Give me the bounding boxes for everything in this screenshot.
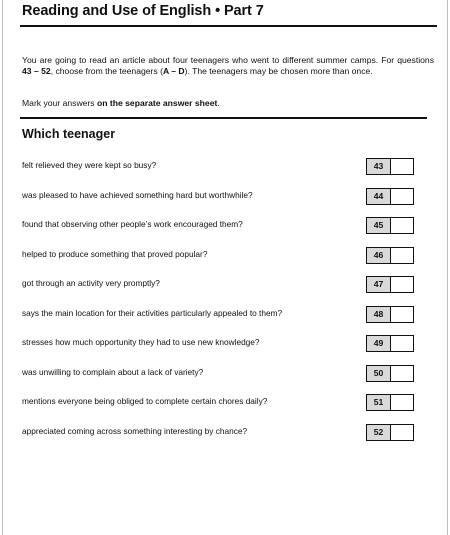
question-text: mentions everyone being obliged to complete certain chores daily? [22, 396, 268, 406]
question-number: 45 [367, 218, 391, 233]
question-text: got through an activity very promptly? [22, 278, 160, 288]
answer-field[interactable] [391, 159, 413, 174]
instructions-text-3: ). The teenagers may be chosen more than once. [184, 66, 373, 76]
answer-field[interactable] [391, 189, 413, 204]
exam-page [2, 0, 448, 535]
answer-field[interactable] [391, 218, 413, 233]
answer-field[interactable] [391, 307, 413, 322]
answer-sheet-prefix: Mark your answers [22, 98, 97, 108]
question-range: 43 – 52 [22, 66, 51, 76]
question-number: 51 [367, 395, 391, 410]
question-text: stresses how much opportunity they had to use new knowledge? [22, 337, 260, 347]
question-row [3, 394, 449, 414]
answer-box [366, 276, 414, 293]
instructions [22, 55, 434, 77]
title-divider [20, 25, 437, 27]
page-title: Reading and Use of English • Part 7 [22, 3, 264, 19]
question-row [3, 306, 449, 326]
question-row [3, 158, 449, 178]
teacher-letters: A – D [162, 66, 185, 76]
answer-field[interactable] [391, 277, 413, 292]
answer-box [366, 247, 414, 264]
answer-box [366, 365, 414, 382]
answer-box [366, 188, 414, 205]
question-number: 43 [367, 159, 391, 174]
answer-field[interactable] [391, 395, 413, 410]
answer-box [366, 335, 414, 352]
question-number: 52 [367, 425, 391, 440]
answer-box [366, 217, 414, 234]
question-text: helped to produce something that proved popular? [22, 249, 208, 259]
answer-field[interactable] [391, 366, 413, 381]
question-text: says the main location for their activities particularly appealed to them? [22, 308, 283, 318]
answer-box [366, 306, 414, 323]
question-text: appreciated coming across something interesting by chance? [22, 426, 248, 436]
question-row [3, 247, 449, 267]
instructions-text-1: You are going to read an article about four teenagers who went to different summer camps. For questions [22, 55, 434, 65]
question-number: 49 [367, 336, 391, 351]
question-row [3, 276, 449, 296]
question-number: 50 [367, 366, 391, 381]
answer-box [366, 394, 414, 411]
question-number: 46 [367, 248, 391, 263]
answer-field[interactable] [391, 425, 413, 440]
question-number: 48 [367, 307, 391, 322]
answer-box [366, 424, 414, 441]
answer-box [366, 158, 414, 175]
answer-sheet-note [22, 98, 220, 108]
question-row [3, 424, 449, 444]
section-divider [20, 117, 427, 119]
question-row [3, 188, 449, 208]
question-text: felt relieved they were kept so busy? [22, 160, 157, 170]
question-text: was unwilling to complain about a lack of variety? [22, 367, 204, 377]
answer-field[interactable] [391, 336, 413, 351]
question-number: 47 [367, 277, 391, 292]
question-row [3, 335, 449, 355]
question-row [3, 365, 449, 385]
question-number: 44 [367, 189, 391, 204]
question-text: found that observing other people’s work encouraged them? [22, 219, 243, 229]
answer-field[interactable] [391, 248, 413, 263]
question-row [3, 217, 449, 237]
answer-sheet-emphasis: on the separate answer sheet [96, 98, 218, 108]
instructions-text-2: , choose from the teenagers ( [50, 66, 163, 76]
question-text: was pleased to have achieved something hard but worthwhile? [22, 190, 253, 200]
section-heading: Which teenager [22, 127, 116, 141]
answer-sheet-suffix: . [217, 98, 220, 108]
